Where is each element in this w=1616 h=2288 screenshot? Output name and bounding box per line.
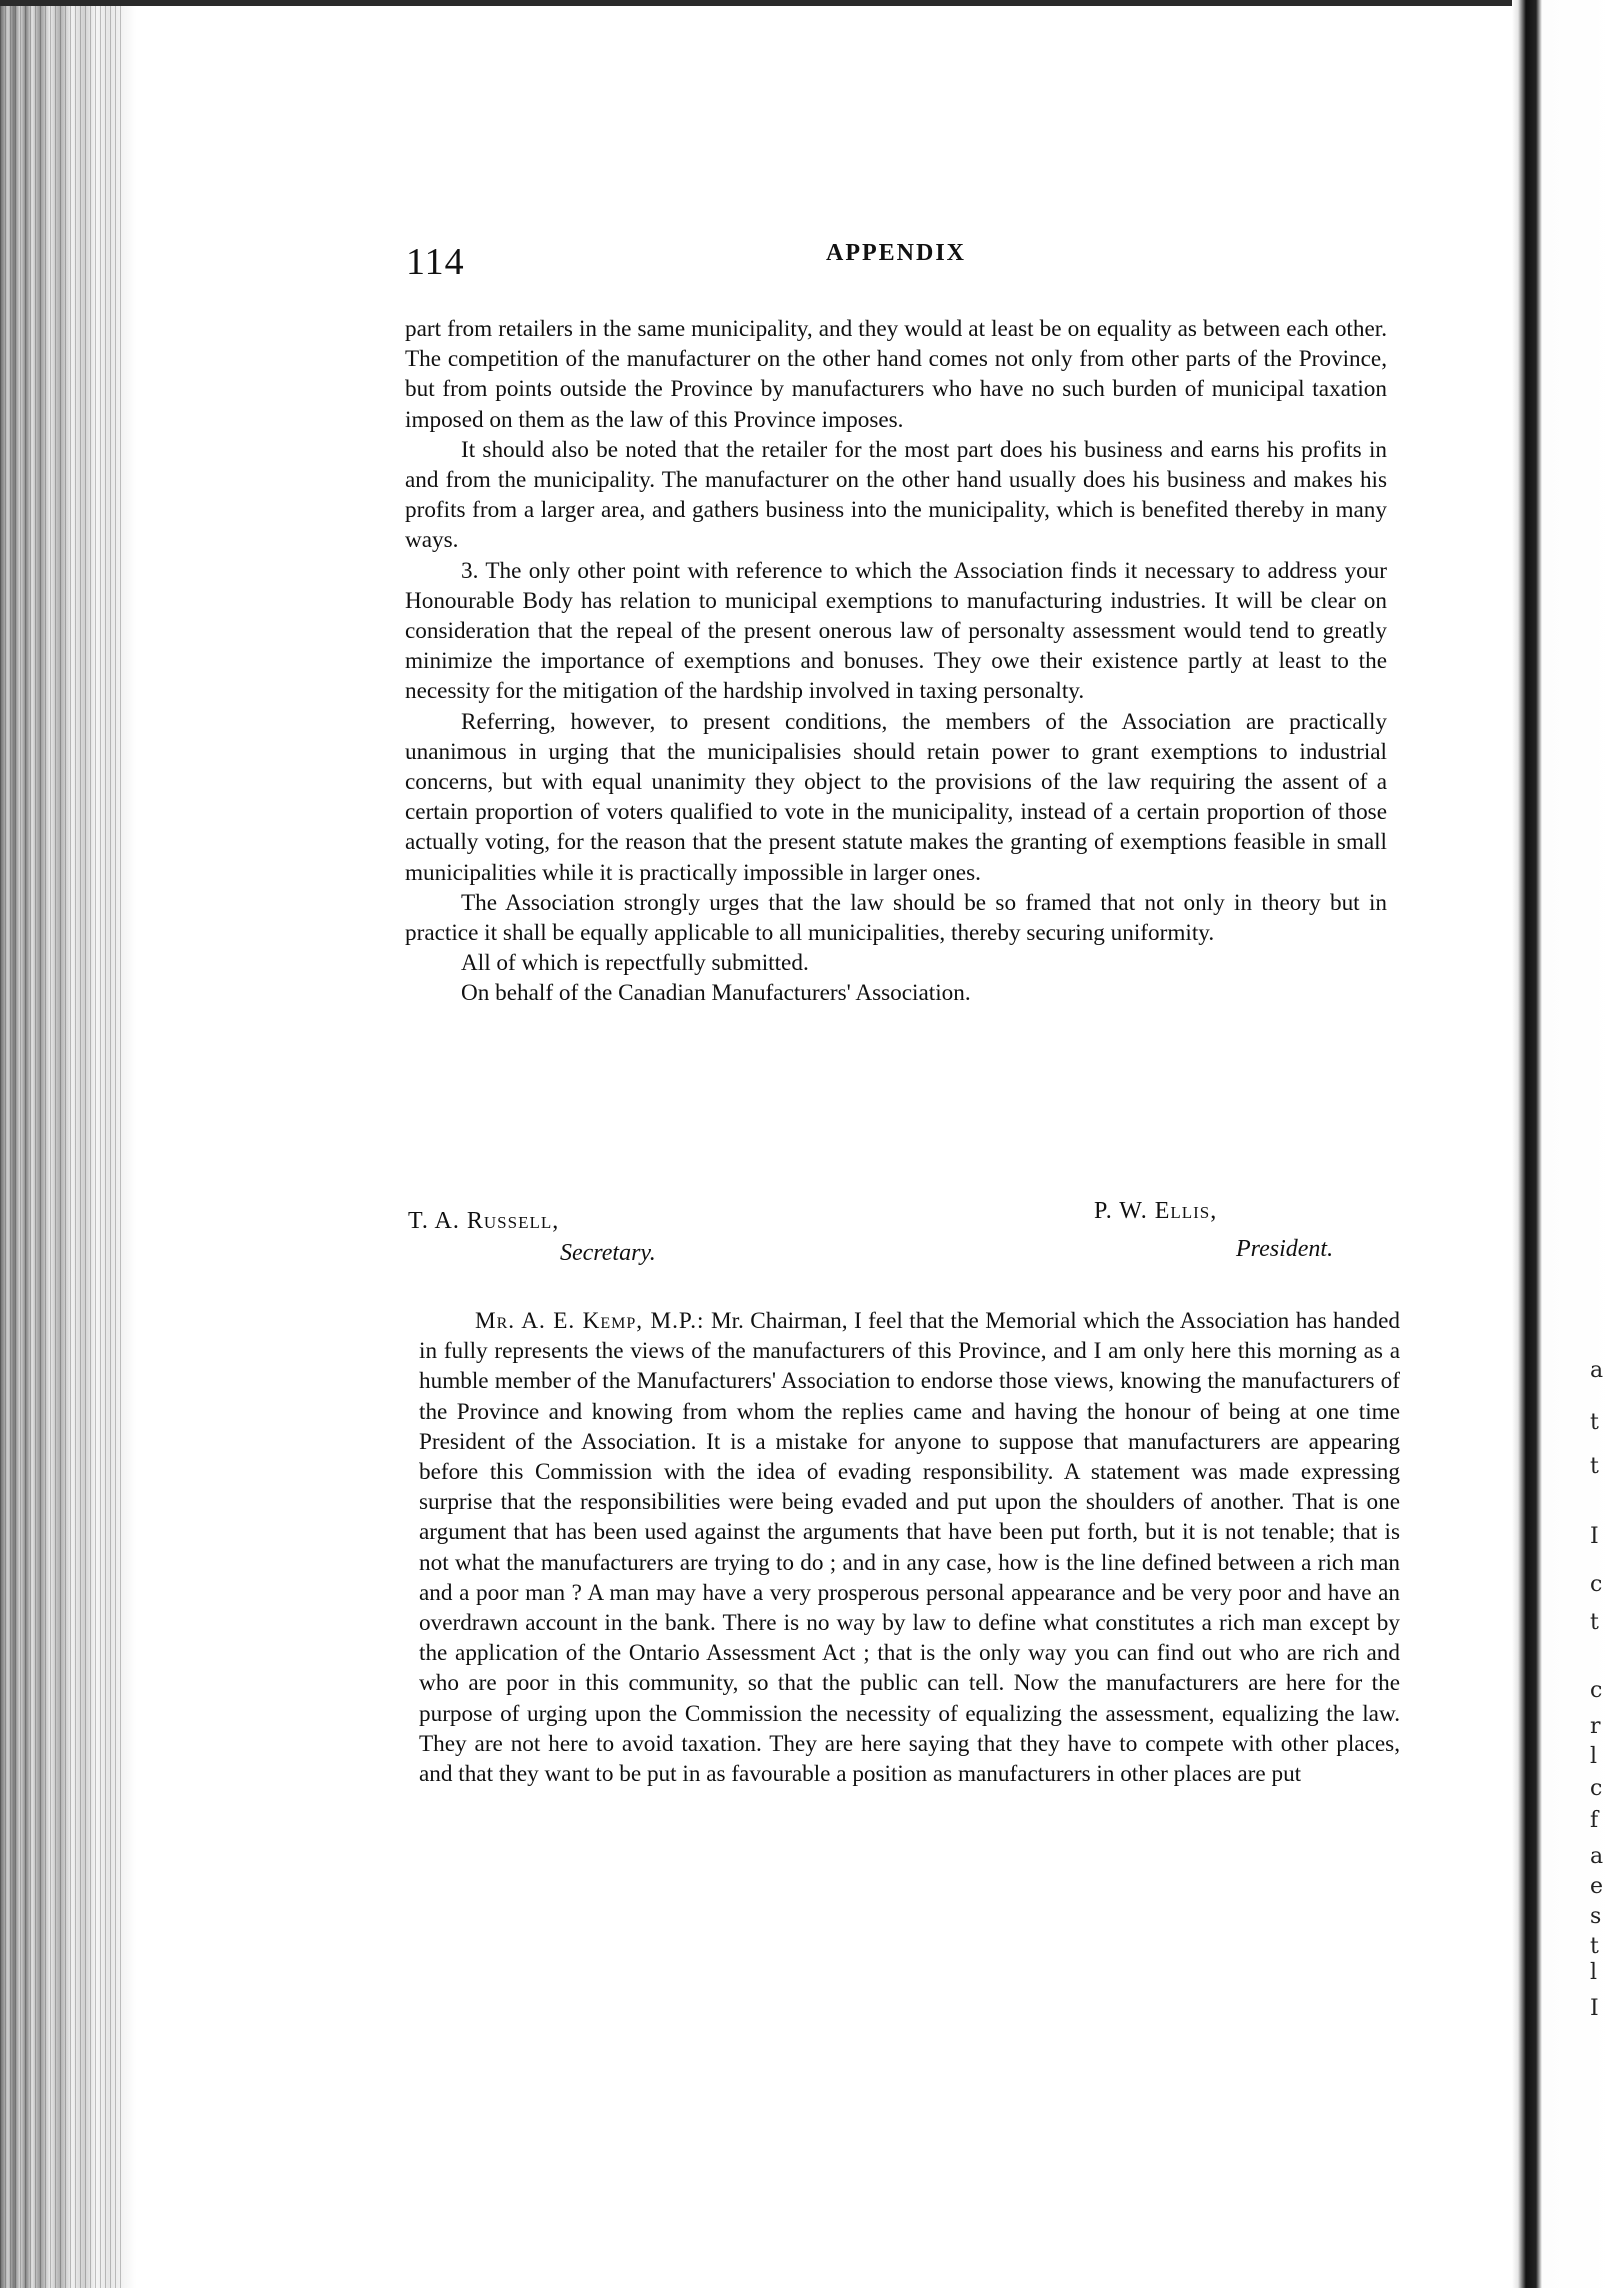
facing-page-edge bbox=[1512, 0, 1616, 2288]
facing-page-fragment: s bbox=[1590, 1904, 1602, 1929]
facing-page-fragment: r bbox=[1590, 1714, 1601, 1739]
top-edge bbox=[0, 0, 1616, 6]
paragraph: The Association strongly urges that the law should be so framed that not only in theory but in practice it shall be equally applicable to all municipalities, thereby securing uniformity. bbox=[405, 889, 1387, 947]
paragraph: part from retailers in the same municipality, and they would at least be on equality as between each other. The competition of the manufacturer on the other hand comes not only from other parts of the Province, but from points outside the Province by manufacturers who have no such burden of municipal taxation imposed on them as the law of this Province imposes. bbox=[405, 316, 1387, 433]
paragraph: On behalf of the Canadian Manufacturers' Association. bbox=[461, 980, 971, 1007]
memorial-text bbox=[405, 314, 1387, 1009]
signature-secretary-title: Secretary. bbox=[560, 1240, 656, 1266]
facing-page-fragment: t bbox=[1590, 1934, 1599, 1959]
facing-page-fragment: l bbox=[1590, 1960, 1598, 1985]
speaker-name: Mr. A. E. Kemp, M.P.: bbox=[475, 1308, 705, 1334]
facing-page-fragment: f bbox=[1590, 1808, 1599, 1833]
signature-secretary-name: T. A. Russell, bbox=[408, 1208, 560, 1234]
facing-page-fragment: t bbox=[1590, 1454, 1599, 1479]
paragraph: Referring, however, to present conditions, the members of the Association are practically unanimous in urging that the municipalisies should retain power to grant exemptions to industrial concerns, but with equal unanimity they object to the provisions of the law requiring the assent of a certain proportion of voters qualified to vote in the municipality, instead of a certain proportion of those actually voting, for the reason that the present statute makes the granting of exemptions feasible in small municipalities while it is practically impossible in larger ones. bbox=[405, 708, 1387, 886]
signature-president-title: President. bbox=[1236, 1236, 1334, 1262]
running-head: APPENDIX bbox=[826, 240, 966, 266]
facing-page-fragment: e bbox=[1590, 1874, 1604, 1899]
facing-page-fragment: I bbox=[1590, 1524, 1599, 1549]
facing-page-fragment: t bbox=[1590, 1610, 1599, 1635]
speaker-remarks: Mr. Chairman, I feel that the Memorial which the Association has handed in fully represents the views of the manufacturers of this Province, and I am only here this morning as a humble member of the Manufacturers' Association to endorse those views, knowing the manufacturers of the Province and knowing from whom the replies came and having the honour of being at one time President of the Association. It is a mistake for anyone to suppose that manufacturers are appearing before this Commission with the idea of evading responsibility. A statement was made expressing surprise that the responsibilities were being evaded and put upon the shoulders of another. That is one argument that has been used against the arguments that have been put forth, but it is not tenable; that is not what the manufacturers are trying to do ; and in any case, how is the line defined between a rich man and a poor man ? A man may have a very prosperous personal appearance and be very poor and have an overdrawn account in the bank. There is no way by law to define what constitutes a rich man except by the application of the Ontario Assessment Act ; that is the only way you can find out who are rich and who are poor in this community, so that the public can tell. Now the manufacturers are here for the purpose of urging upon the Commission the necessity of equalizing the assessment, equalizing the law. They are not here to avoid taxation. They are here saying that they have to compete with other places, and that they want to be put in as favourable a position as manufacturers in other places are put bbox=[419, 1308, 1401, 1788]
kemp-statement bbox=[419, 1306, 1400, 1789]
facing-page-fragment: t bbox=[1590, 1410, 1599, 1435]
facing-page-fragment: a bbox=[1590, 1844, 1604, 1869]
paragraph: It should also be noted that the retailer for the most part does his business and earns his profits in and from the municipality. The manufacturer on the other hand usually does his business and makes his profits from a larger area, and gathers business into the municipality, which is benefited thereby in many ways. bbox=[405, 436, 1387, 554]
facing-page-fragment: I bbox=[1590, 1996, 1599, 2021]
facing-page-fragment: c bbox=[1590, 1678, 1603, 1703]
signature-president-name: P. W. Ellis, bbox=[1094, 1198, 1218, 1224]
facing-page-fragment: c bbox=[1590, 1572, 1603, 1597]
paragraph: All of which is repectfully submitted. bbox=[461, 950, 809, 977]
facing-page-fragment: l bbox=[1590, 1744, 1598, 1769]
facing-page-fragment: c bbox=[1590, 1776, 1603, 1801]
page-number: 114 bbox=[406, 241, 465, 283]
paragraph: 3. The only other point with reference to which the Association finds it necessary to address your Honourable Body has relation to municipal exemptions to manufacturing industries. It will be clear on consideration that the repeal of the present onerous law of personalty assessment would tend to greatly minimize the importance of exemptions and bonuses. They owe their existence partly at least to the necessity for the mitigation of the hardship involved in taxing personalty. bbox=[405, 557, 1387, 705]
page-edges bbox=[0, 0, 124, 2288]
facing-page-fragment: a bbox=[1590, 1358, 1604, 1383]
